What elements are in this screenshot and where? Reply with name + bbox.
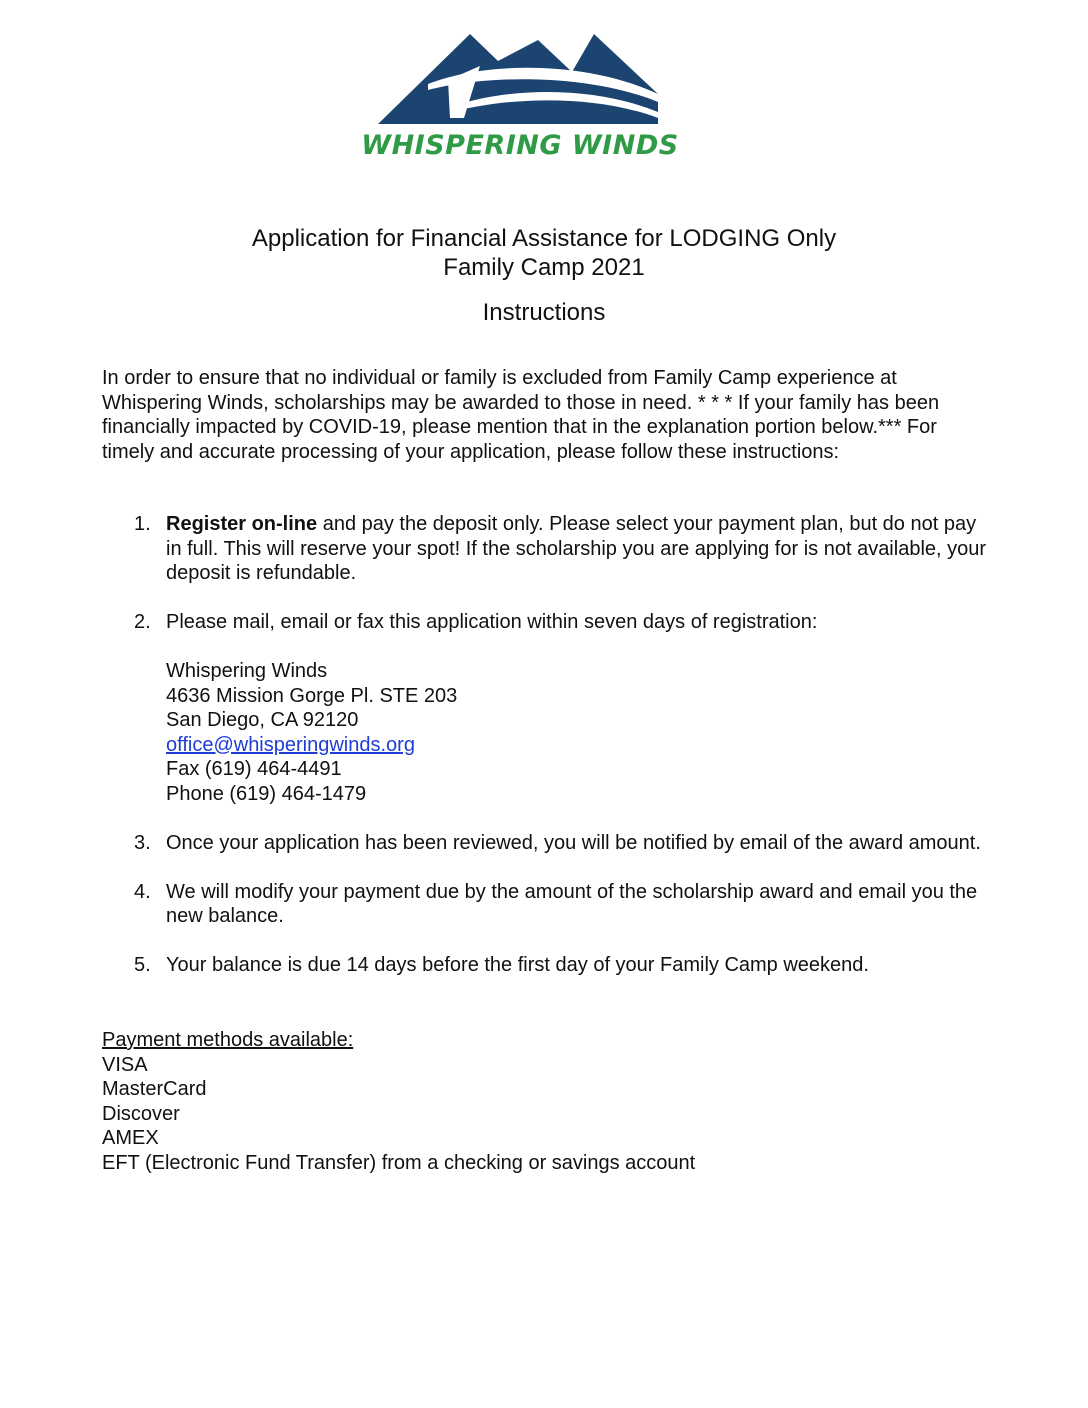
email-link[interactable]: office@whisperingwinds.org xyxy=(166,733,415,756)
mailing-address xyxy=(166,659,992,806)
instructions-heading: Instructions xyxy=(482,299,606,326)
payment-method-visa: VISA xyxy=(102,1053,148,1076)
step-1-bold: Register on-line xyxy=(166,513,318,535)
step-number: 1. xyxy=(134,513,151,535)
step-1 xyxy=(102,512,992,586)
step-4 xyxy=(102,880,992,929)
step-number: 2. xyxy=(134,611,151,633)
step-number: 5. xyxy=(134,954,151,976)
address-name: Whispering Winds xyxy=(166,660,328,682)
step-2-text: Please mail, email or fax this application within seven days of registration: xyxy=(166,611,818,633)
intro-paragraph: In order to ensure that no individual or family is excluded from Family Camp experience at Whispering Winds, scholarships may be awarded to those in need. * * * If your family has been financially impacted by COVID-19, please mention that in the explanation portion below.*** For timely and accurate processing of your application, please follow these instructions: xyxy=(102,367,940,463)
title-line-1: Application for Financial Assistance for LODGING Only xyxy=(251,225,837,252)
step-3 xyxy=(102,831,992,856)
payment-methods-heading: Payment methods available: xyxy=(102,1029,354,1051)
payment-methods xyxy=(102,1028,695,1175)
instruction-steps xyxy=(102,512,992,1002)
whispering-winds-logo xyxy=(340,28,700,168)
address-street: 4636 Mission Gorge Pl. STE 203 xyxy=(166,684,458,707)
phone-number: Phone (619) 464-1479 xyxy=(166,782,367,805)
step-5-text: Your balance is due 14 days before the first day of your Family Camp weekend. xyxy=(166,954,869,976)
address-city: San Diego, CA 92120 xyxy=(166,709,359,731)
step-number: 4. xyxy=(134,880,151,903)
step-number: 3. xyxy=(134,831,151,854)
logo-wordmark: WHISPERING WINDS xyxy=(361,130,679,161)
payment-method-mastercard: MasterCard xyxy=(102,1078,207,1100)
step-5 xyxy=(102,953,992,978)
step-4-text: We will modify your payment due by the amount of the scholarship award and email you the new balance. xyxy=(166,880,978,927)
step-1-text: and pay the deposit only. Please select your payment plan, but do not pay in full. This will reserve your spot! If the scholarship you are applying for is not available, your deposit is refundable. xyxy=(166,513,987,584)
payment-method-discover: Discover xyxy=(102,1102,180,1125)
fax-number: Fax (619) 464-4491 xyxy=(166,758,342,780)
payment-method-amex: AMEX xyxy=(102,1127,159,1149)
title-line-2: Family Camp 2021 xyxy=(443,254,645,281)
mountain-wind-logo-icon xyxy=(340,28,700,128)
step-3-text: Once your application has been reviewed, you will be notified by email of the award amount. xyxy=(166,831,981,854)
document-title xyxy=(0,224,1088,282)
step-2 xyxy=(102,610,992,806)
payment-method-eft: EFT (Electronic Fund Transfer) from a checking or savings account xyxy=(102,1151,696,1174)
